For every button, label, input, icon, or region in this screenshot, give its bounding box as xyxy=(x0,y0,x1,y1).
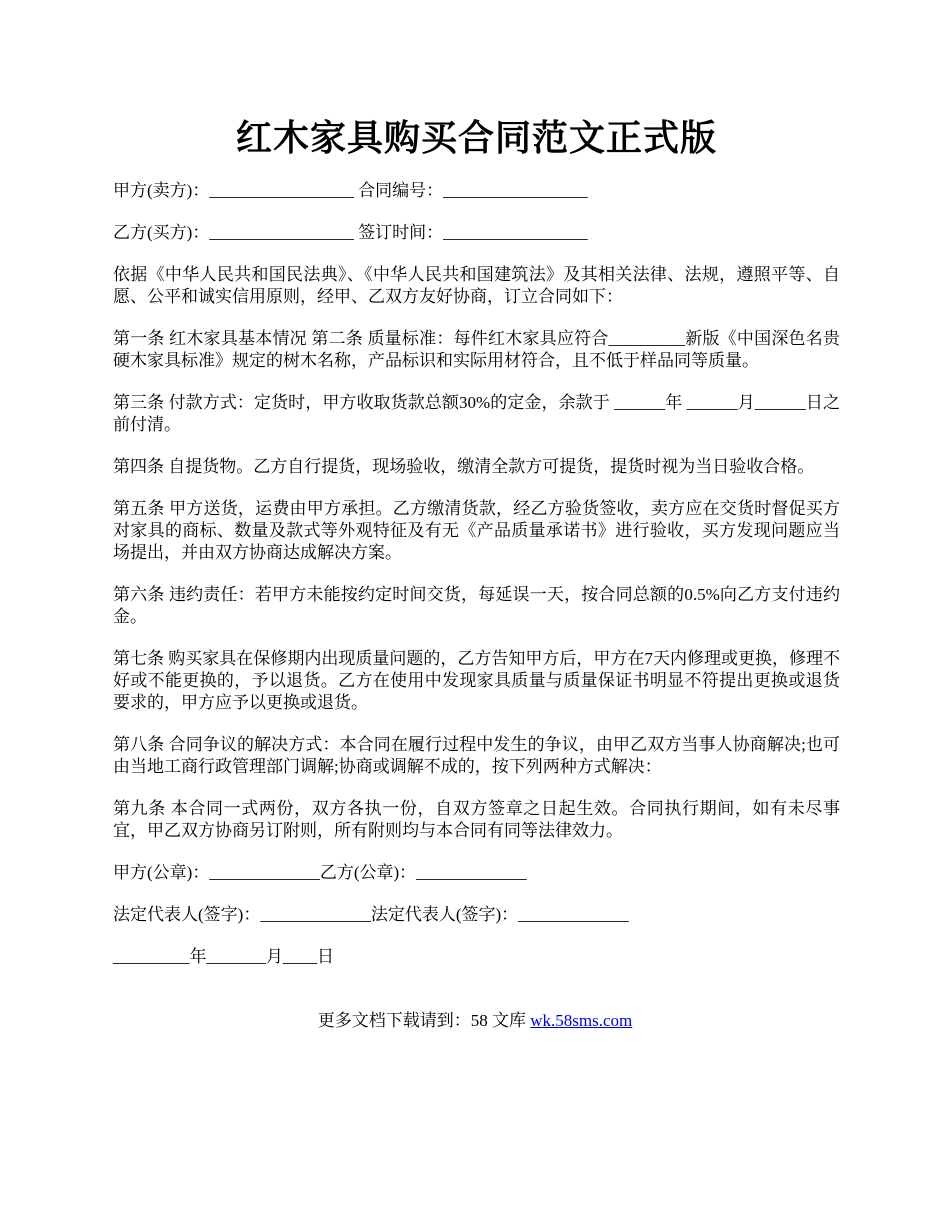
footer-download-note xyxy=(0,1010,950,1032)
party-a-seller-line: 甲方(卖方)：_________________ 合同编号：_________________ xyxy=(113,181,588,200)
article-3-paragraph: 第三条 付款方式：定货时，甲方收取货款总额30%的定金，余款于 ______年 ______月______日之前付清。 xyxy=(113,393,840,434)
document-page xyxy=(113,0,840,968)
article-8-paragraph: 第八条 合同争议的解决方式：本合同在履行过程中发生的争议，由甲乙双方当事人协商解决;也可由当地工商行政管理部门调解;协商或调解不成的，按下列两种方式解决： xyxy=(113,735,840,776)
article-9-paragraph: 第九条 本合同一式两份，双方各执一份，自双方签章之日起生效。合同执行期间，如有未尽事宜，甲乙双方协商另订附则，所有附则均与本合同有同等法律效力。 xyxy=(113,799,840,840)
document-title: 红木家具购买合同范文正式版 xyxy=(235,118,717,158)
article-1-2-paragraph: 第一条 红木家具基本情况 第二条 质量标准：每件红木家具应符合_________新版《中国深色名贵硬木家具标准》规定的树木名称，产品标识和实际用材符合，且不低于样品同等质量。 xyxy=(113,329,840,370)
party-b-buyer-line: 乙方(买方)：_________________ 签订时间：_________________ xyxy=(113,223,588,242)
signature-line: 法定代表人(签字)：_____________法定代表人(签字)：_____________ xyxy=(113,905,629,924)
date-line: _________年_______月____日 xyxy=(113,947,334,966)
footer-website-link[interactable]: wk.58sms.com xyxy=(530,1011,633,1030)
article-6-paragraph: 第六条 违约责任：若甲方未能按约定时间交货，每延误一天，按合同总额的0.5%向乙方支付违约金。 xyxy=(113,585,840,626)
article-4-paragraph: 第四条 自提货物。乙方自行提货，现场验收，缴清全款方可提货，提货时视为当日验收合格。 xyxy=(113,457,815,476)
seal-line: 甲方(公章)：_____________乙方(公章)：_____________ xyxy=(113,863,527,882)
preamble-paragraph: 依据《中华人民共和国民法典》、《中华人民共和国建筑法》及其相关法律、法规，遵照平等、自愿、公平和诚实信用原则，经甲、乙双方友好协商，订立合同如下： xyxy=(113,265,840,306)
footer-prefix-text: 更多文档下载请到：58 文库 xyxy=(317,1011,531,1030)
article-5-paragraph: 第五条 甲方送货，运费由甲方承担。乙方缴清货款，经乙方验货签收，卖方应在交货时督促买方对家具的商标、数量及款式等外观特征及有无《产品质量承诺书》进行验收，买方发现问题应当场提出，并由双方协商达成解决方案。 xyxy=(113,499,840,562)
article-7-paragraph: 第七条 购买家具在保修期内出现质量问题的，乙方告知甲方后，甲方在7天内修理或更换，修理不好或不能更换的，予以退货。乙方在使用中发现家具质量与质量保证书明显不符提出更换或退货要求的，甲方应予以更换或退货。 xyxy=(113,649,840,712)
